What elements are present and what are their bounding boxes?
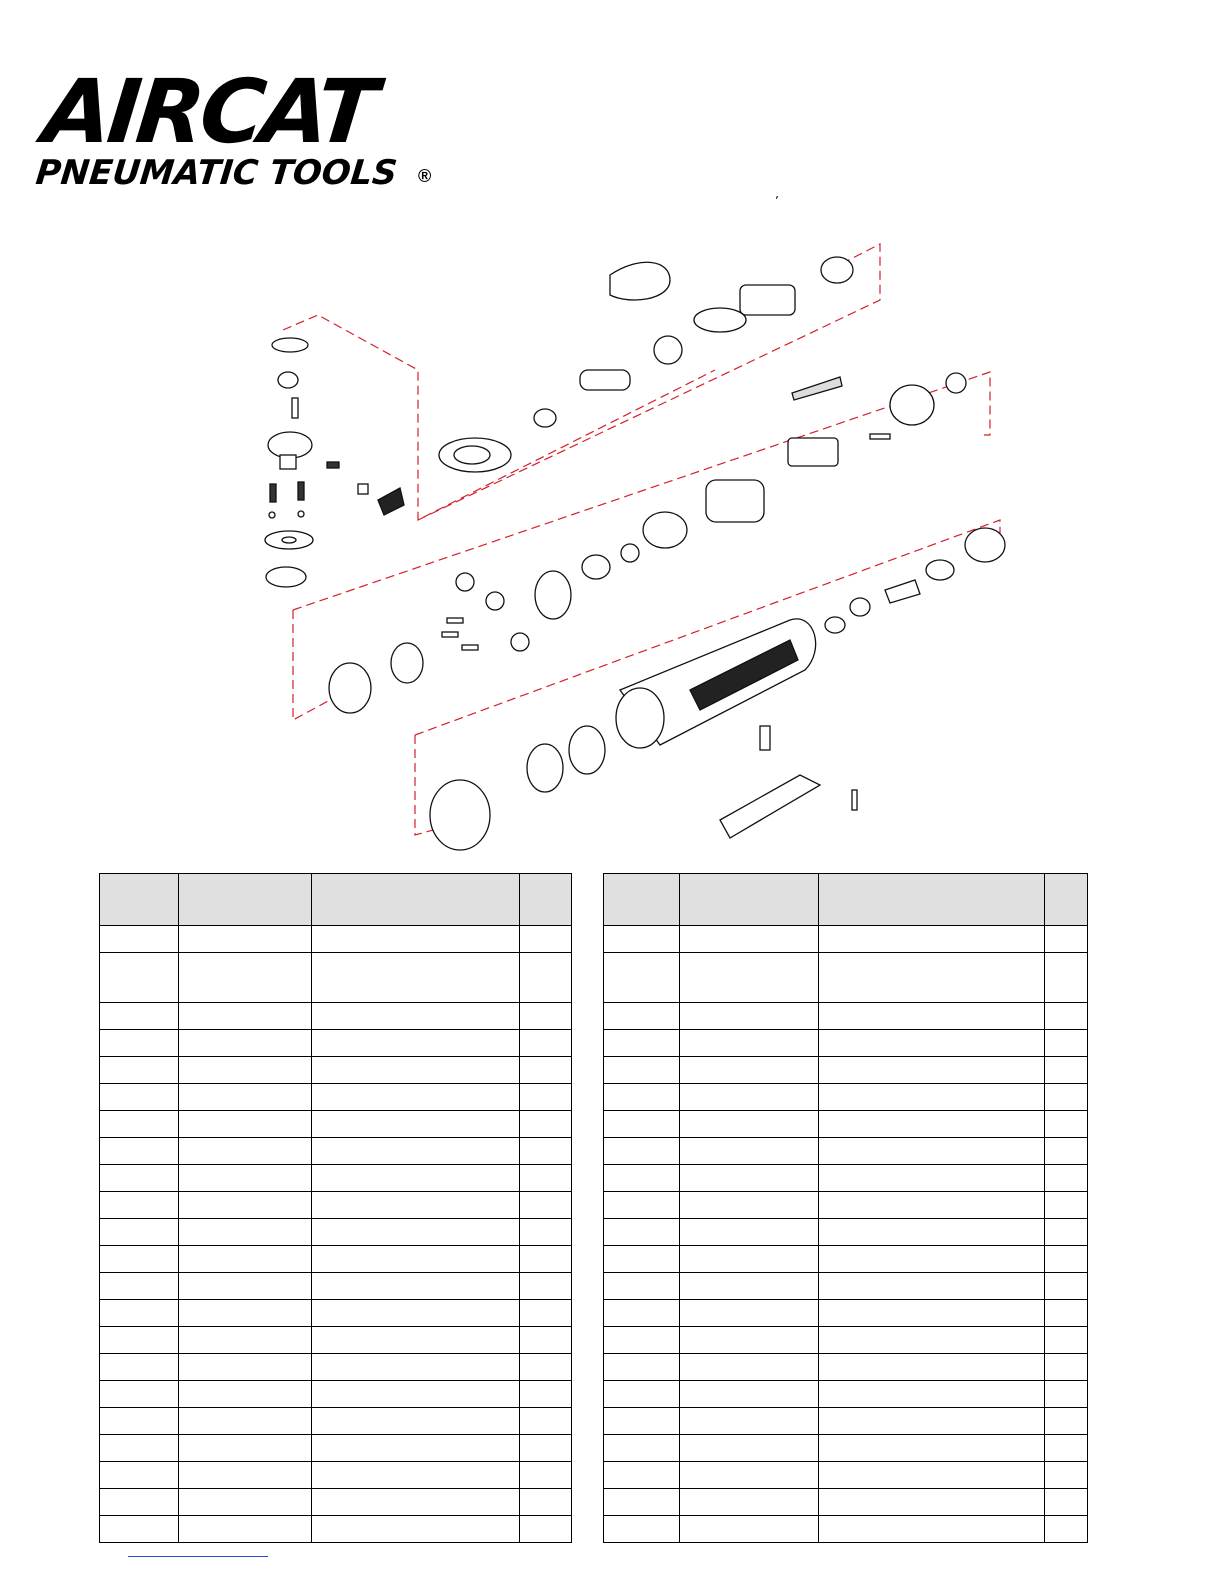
table-row (604, 953, 1088, 1003)
table-row (100, 1030, 572, 1057)
part-spindle (391, 643, 423, 683)
table-cell (520, 1084, 572, 1111)
part-housing-front (616, 688, 664, 748)
part-ball-b (298, 511, 304, 517)
part-ring-top (272, 338, 308, 352)
table-cell (312, 1435, 520, 1462)
table-cell (1045, 1462, 1088, 1489)
table-cell (680, 1111, 819, 1138)
table-cell (819, 953, 1045, 1003)
table-cell (819, 1273, 1045, 1300)
header-cell (520, 874, 572, 926)
table-cell (680, 953, 819, 1003)
logo-tagline: PNEUMATIC TOOLS (33, 153, 399, 193)
table-cell (520, 926, 572, 953)
part-o-ring-b (527, 744, 563, 792)
part-bushing-top (821, 257, 853, 283)
table-row (100, 1219, 572, 1246)
table-row (100, 1057, 572, 1084)
table-cell (1045, 1219, 1088, 1246)
part-ball-a (269, 512, 275, 518)
table-row (100, 1354, 572, 1381)
part-bearing (946, 373, 966, 393)
table-body (100, 926, 572, 1543)
part-anvil (280, 455, 296, 469)
table-cell (100, 1165, 179, 1192)
table-cell (604, 1408, 680, 1435)
table-row (604, 1273, 1088, 1300)
part-rotor (788, 438, 838, 466)
header-cell (312, 874, 520, 926)
part-throttle-lever (720, 775, 820, 838)
table-cell (100, 1111, 179, 1138)
table-row (100, 1327, 572, 1354)
table-cell (1045, 1408, 1088, 1435)
part-lock-nut (329, 663, 371, 713)
table-cell (312, 1516, 520, 1543)
table-cell (100, 1057, 179, 1084)
table-row (604, 1381, 1088, 1408)
table-cell (100, 1084, 179, 1111)
table-cell (1045, 1327, 1088, 1354)
table-cell (680, 1219, 819, 1246)
parts-table-left (99, 873, 572, 1543)
part-pin-small (870, 434, 890, 439)
table-row (100, 1246, 572, 1273)
table-row (100, 1300, 572, 1327)
table-row (100, 1192, 572, 1219)
table-cell (819, 1165, 1045, 1192)
table-cell (819, 926, 1045, 953)
table-cell (819, 1138, 1045, 1165)
table-cell (312, 1381, 520, 1408)
table-cell (312, 1003, 520, 1030)
table-row (604, 1003, 1088, 1030)
table-row (604, 1300, 1088, 1327)
part-inlet-seal (850, 598, 870, 616)
table-row (604, 1111, 1088, 1138)
table-cell (1045, 1084, 1088, 1111)
table-cell (1045, 1192, 1088, 1219)
table-cell (100, 1408, 179, 1435)
table-cell (680, 1489, 819, 1516)
table-cell (604, 1516, 680, 1543)
table-cell (819, 1354, 1045, 1381)
part-plunger (358, 484, 368, 494)
table-cell (100, 1273, 179, 1300)
table-cell (312, 1030, 520, 1057)
exploded-parts-diagram (0, 180, 1225, 860)
table-cell (100, 1219, 179, 1246)
part-air-inlet (965, 528, 1005, 562)
table-cell (819, 1327, 1045, 1354)
table-row (100, 1435, 572, 1462)
table-cell (680, 1192, 819, 1219)
table-cell (604, 1030, 680, 1057)
table-row (100, 926, 572, 953)
table-cell (100, 1489, 179, 1516)
table-cell (819, 1408, 1045, 1435)
table-cell (1045, 1165, 1088, 1192)
table-cell (520, 1165, 572, 1192)
part-front-plate (643, 512, 687, 548)
table-cell (1045, 1381, 1088, 1408)
part-gear-pin-a (447, 618, 463, 623)
table-row (604, 1084, 1088, 1111)
table-cell (1045, 1435, 1088, 1462)
table-cell (520, 1003, 572, 1030)
table-cell (312, 1462, 520, 1489)
table-cell (1045, 1246, 1088, 1273)
part-spring-b (298, 482, 304, 500)
footer-link[interactable] (128, 1555, 268, 1557)
table-cell (520, 1516, 572, 1543)
table-cell (312, 1489, 520, 1516)
table-cell (312, 953, 520, 1003)
part-inlet-o-ring (825, 617, 845, 633)
table-cell (680, 1354, 819, 1381)
table-row (100, 1489, 572, 1516)
part-gear-pin-c (462, 645, 478, 650)
stray-mark: ʼ (775, 194, 779, 208)
table-row (100, 1084, 572, 1111)
table-cell (819, 1111, 1045, 1138)
table-cell (312, 1354, 520, 1381)
table-cell (100, 1516, 179, 1543)
table-cell (100, 1246, 179, 1273)
table-row (604, 1327, 1088, 1354)
table-cell (604, 1327, 680, 1354)
table-cell (819, 1516, 1045, 1543)
table-cell (819, 1030, 1045, 1057)
part-bearing-front (621, 544, 639, 562)
table-cell (604, 1273, 680, 1300)
table-cell (680, 1003, 819, 1030)
table-cell (179, 1192, 312, 1219)
table-cell (179, 1327, 312, 1354)
table-cell (604, 1138, 680, 1165)
table-cell (100, 953, 179, 1003)
header-cell (100, 874, 179, 926)
table-cell (1045, 1489, 1088, 1516)
table-cell (604, 1462, 680, 1489)
header-cell (1045, 874, 1088, 926)
table-row (604, 1030, 1088, 1057)
table-header-row (100, 874, 572, 926)
part-o-ring-a (569, 726, 605, 774)
table-cell (179, 1408, 312, 1435)
table-cell (312, 1084, 520, 1111)
table-cell (520, 1192, 572, 1219)
part-ratchet-head (268, 432, 312, 458)
table-cell (604, 1084, 680, 1111)
table-cell (819, 1462, 1045, 1489)
part-coupler (430, 780, 490, 850)
table-row (100, 1138, 572, 1165)
table-cell (520, 1030, 572, 1057)
table-cell (1045, 953, 1088, 1003)
part-reverse-lever (378, 488, 404, 515)
part-pin (292, 398, 298, 418)
table-cell (179, 1354, 312, 1381)
table-row (604, 1057, 1088, 1084)
part-valve-stem (885, 580, 920, 603)
table-cell (520, 1111, 572, 1138)
part-head-cover (610, 262, 670, 300)
part-spring-a (270, 484, 276, 502)
table-cell (520, 1489, 572, 1516)
table-cell (520, 1057, 572, 1084)
table-cell (179, 1138, 312, 1165)
table-cell (179, 1435, 312, 1462)
part-collar (534, 409, 556, 427)
part-yoke-opening (454, 446, 490, 464)
part-gear-b (486, 592, 504, 610)
table-cell (680, 926, 819, 953)
part-housing-head (694, 308, 746, 332)
table-cell (100, 926, 179, 953)
table-cell (100, 1381, 179, 1408)
table-cell (819, 1084, 1045, 1111)
part-bushing (654, 336, 682, 364)
table-cell (179, 1273, 312, 1300)
table-cell (179, 1219, 312, 1246)
table-cell (312, 1300, 520, 1327)
table-cell (179, 953, 312, 1003)
table-row (604, 1246, 1088, 1273)
table-cell (179, 1165, 312, 1192)
table-row (100, 1165, 572, 1192)
table-cell (520, 953, 572, 1003)
table-cell (520, 1246, 572, 1273)
table-cell (819, 1003, 1045, 1030)
table-cell (100, 1192, 179, 1219)
table-cell (520, 1300, 572, 1327)
table-cell (604, 1354, 680, 1381)
header-cell (179, 874, 312, 926)
table-row (604, 1462, 1088, 1489)
table-cell (179, 1381, 312, 1408)
registered-mark: ® (418, 166, 432, 186)
part-gear-pin-b (442, 632, 458, 637)
table-row (604, 1489, 1088, 1516)
table-cell (604, 1192, 680, 1219)
table-cell (680, 1408, 819, 1435)
table-cell (604, 926, 680, 953)
table-cell (604, 953, 680, 1003)
table-row (604, 1192, 1088, 1219)
table-cell (1045, 1300, 1088, 1327)
part-throttle-pin (760, 726, 770, 750)
table-header-row (604, 874, 1088, 926)
table-cell (1045, 1030, 1088, 1057)
parts-table-right (603, 873, 1088, 1543)
table-row (604, 1408, 1088, 1435)
table-row (604, 1138, 1088, 1165)
table-cell (680, 1138, 819, 1165)
table-cell (179, 1489, 312, 1516)
table-row (100, 1516, 572, 1543)
table-cell (819, 1300, 1045, 1327)
table-row (604, 1516, 1088, 1543)
part-crankshaft (580, 370, 630, 390)
table-cell (604, 1111, 680, 1138)
table-cell (604, 1246, 680, 1273)
table-row (100, 1003, 572, 1030)
table-cell (680, 1057, 819, 1084)
table-cell (100, 1300, 179, 1327)
table-cell (604, 1165, 680, 1192)
part-gear-c (511, 633, 529, 651)
part-knob (278, 372, 298, 388)
table-cell (680, 1435, 819, 1462)
table-cell (100, 1003, 179, 1030)
table-cell (1045, 926, 1088, 953)
table-body (604, 926, 1088, 1543)
table-cell (100, 1354, 179, 1381)
table-cell (520, 1219, 572, 1246)
table-cell (680, 1300, 819, 1327)
table-cell (179, 1462, 312, 1489)
header-cell (604, 874, 680, 926)
part-ring-gear (535, 571, 571, 619)
table-row (100, 1273, 572, 1300)
table-row (604, 1219, 1088, 1246)
table-cell (520, 1354, 572, 1381)
table-cell (100, 1462, 179, 1489)
table-cell (604, 1435, 680, 1462)
part-lever-pin (852, 790, 857, 810)
table-row (604, 1435, 1088, 1462)
table-cell (680, 1516, 819, 1543)
table-cell (819, 1219, 1045, 1246)
part-washer-hole (282, 537, 296, 543)
table-cell (520, 1327, 572, 1354)
table-cell (680, 1327, 819, 1354)
part-retaining-ring (266, 567, 306, 587)
table-cell (520, 1273, 572, 1300)
table-cell (312, 1408, 520, 1435)
table-cell (312, 1138, 520, 1165)
table-cell (179, 1300, 312, 1327)
table-row (604, 926, 1088, 953)
table-row (100, 1381, 572, 1408)
table-cell (819, 1435, 1045, 1462)
diagram-parts (265, 257, 1005, 850)
table-cell (179, 926, 312, 953)
table-cell (1045, 1111, 1088, 1138)
table-cell (100, 1435, 179, 1462)
table-cell (179, 1111, 312, 1138)
part-rear-plate (890, 385, 934, 425)
table-cell (819, 1192, 1045, 1219)
table-cell (179, 1516, 312, 1543)
table-cell (520, 1462, 572, 1489)
table-cell (819, 1489, 1045, 1516)
table-cell (520, 1408, 572, 1435)
table-cell (179, 1246, 312, 1273)
part-valve-spring (926, 560, 954, 580)
table-row (100, 1111, 572, 1138)
table-cell (1045, 1354, 1088, 1381)
part-spring-c (327, 462, 339, 468)
table-cell (312, 1327, 520, 1354)
table-cell (312, 1111, 520, 1138)
table-cell (604, 1381, 680, 1408)
table-cell (819, 1381, 1045, 1408)
table-cell (179, 1084, 312, 1111)
table-cell (680, 1381, 819, 1408)
logo-wordmark: AIRCAT (38, 60, 379, 163)
table-cell (1045, 1057, 1088, 1084)
table-row (100, 1462, 572, 1489)
part-gear-a (456, 573, 474, 591)
table-row (100, 1408, 572, 1435)
table-cell (312, 1246, 520, 1273)
part-gasket (582, 555, 610, 579)
table-cell (520, 1435, 572, 1462)
table-cell (100, 1327, 179, 1354)
table-cell (1045, 1138, 1088, 1165)
table-cell (100, 1030, 179, 1057)
table-cell (680, 1084, 819, 1111)
table-cell (312, 926, 520, 953)
table-cell (312, 1165, 520, 1192)
table-cell (680, 1030, 819, 1057)
table-cell (1045, 1003, 1088, 1030)
table-cell (100, 1138, 179, 1165)
table-cell (604, 1003, 680, 1030)
table-cell (819, 1057, 1045, 1084)
header-cell (819, 874, 1045, 926)
table-cell (604, 1489, 680, 1516)
table-cell (604, 1057, 680, 1084)
table-row (604, 1165, 1088, 1192)
part-rotor-blade (792, 377, 842, 400)
table-cell (680, 1165, 819, 1192)
table-cell (604, 1300, 680, 1327)
table-cell (520, 1138, 572, 1165)
table-cell (680, 1246, 819, 1273)
table-cell (1045, 1273, 1088, 1300)
table-cell (179, 1057, 312, 1084)
part-cylinder (706, 480, 764, 522)
table-cell (819, 1246, 1045, 1273)
table-cell (680, 1273, 819, 1300)
table-cell (179, 1003, 312, 1030)
table-cell (312, 1219, 520, 1246)
table-cell (312, 1057, 520, 1084)
table-cell (312, 1273, 520, 1300)
table-cell (604, 1219, 680, 1246)
table-cell (520, 1381, 572, 1408)
table-cell (179, 1030, 312, 1057)
table-cell (312, 1192, 520, 1219)
part-housing-neck (740, 285, 795, 315)
header-cell (680, 874, 819, 926)
table-cell (680, 1462, 819, 1489)
table-row (604, 1354, 1088, 1381)
table-cell (1045, 1516, 1088, 1543)
table-row (100, 953, 572, 1003)
